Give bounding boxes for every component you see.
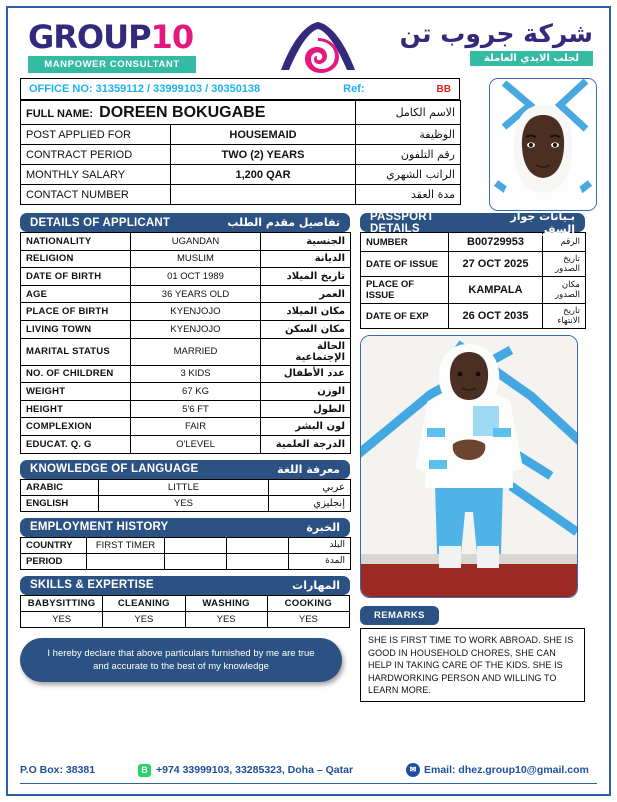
office-number-row xyxy=(20,78,460,100)
skill-header: COOKING xyxy=(267,595,349,611)
section-title-en: KNOWLEDGE OF LANGUAGE xyxy=(30,463,199,476)
row-label: DATE OF EXP xyxy=(361,304,449,329)
row-arabic: تاريخ الميلاد xyxy=(261,268,351,286)
table-row xyxy=(21,435,351,453)
remarks-tag: REMARKS xyxy=(360,606,439,625)
table-row xyxy=(21,553,351,569)
applicant-header-table xyxy=(20,100,461,205)
left-column xyxy=(20,207,350,702)
row-value: UGANDAN xyxy=(131,233,261,251)
skills-table xyxy=(20,595,350,628)
table-row xyxy=(21,383,351,401)
row-arabic: الحالة الإجتماعية xyxy=(261,338,351,365)
section-title-ar: الخبرة xyxy=(306,520,340,534)
row-value: 26 OCT 2035 xyxy=(449,304,543,329)
section-header-language xyxy=(20,460,350,479)
section-header-employment xyxy=(20,518,350,537)
table-row xyxy=(21,233,351,251)
row-arabic: الوزن xyxy=(261,383,351,401)
logo-text-group: GROUP xyxy=(28,18,151,56)
table-row xyxy=(361,277,586,304)
declaration-statement: I hereby declare that above particulars furnished by me are true and accurate to the best of my knowledge xyxy=(20,638,342,682)
applicant-id-photo xyxy=(489,78,597,211)
arabic-company-tagline: لجلب الايدي العاملة xyxy=(470,51,593,66)
row-label: RELIGION xyxy=(21,250,131,268)
footer-contact-row xyxy=(20,763,597,777)
row-arabic: الوظيفة xyxy=(356,125,461,145)
fullname-cell xyxy=(21,101,356,125)
table-row-fullname xyxy=(21,101,461,125)
row-arabic: إنجليزي xyxy=(269,495,351,511)
row-arabic: عدد الأطفال xyxy=(261,365,351,383)
table-row xyxy=(21,165,461,185)
table-row xyxy=(21,495,351,511)
skill-value: YES xyxy=(185,611,267,627)
skill-header: WASHING xyxy=(185,595,267,611)
table-row xyxy=(21,537,351,553)
whatsapp-icon: B xyxy=(138,764,151,777)
ref-value: BB xyxy=(436,83,451,95)
logo-wordmark xyxy=(28,20,208,54)
row-label: LIVING TOWN xyxy=(21,320,131,338)
right-column xyxy=(360,207,585,702)
row-extra xyxy=(227,553,289,569)
table-row xyxy=(21,338,351,365)
row-value: FIRST TIMER xyxy=(87,537,165,553)
row-label: DATE OF ISSUE xyxy=(361,252,449,277)
row-value xyxy=(171,185,356,205)
ref-label: Ref: xyxy=(343,83,365,95)
row-value: LITTLE xyxy=(99,479,269,495)
row-value: KYENJOJO xyxy=(131,303,261,321)
row-arabic: الراتب الشهري xyxy=(356,165,461,185)
row-label: PLACE OF ISSUE xyxy=(361,277,449,304)
fullname-value: DOREEN BOKUGABE xyxy=(99,103,266,121)
logo-text-ten: 10 xyxy=(150,18,194,56)
arabic-company-name-block xyxy=(353,20,593,66)
table-row xyxy=(21,285,351,303)
passport-table xyxy=(360,232,586,329)
row-arabic: الجنسية xyxy=(261,233,351,251)
skill-value: YES xyxy=(103,611,185,627)
row-label: CONTRACT PERIOD xyxy=(21,145,171,165)
row-arabic: المدة xyxy=(289,553,351,569)
row-arabic: الطول xyxy=(261,400,351,418)
row-value: HOUSEMAID xyxy=(171,125,356,145)
row-label: EDUCAT. Q. G xyxy=(21,435,131,453)
footer-phone-text: +974 33999103, 33285323, Doha – Qatar xyxy=(156,764,354,776)
table-row xyxy=(21,595,350,611)
row-label: NUMBER xyxy=(361,233,449,252)
top-info-section xyxy=(20,78,597,205)
row-value: YES xyxy=(99,495,269,511)
row-arabic: مكان الميلاد xyxy=(261,303,351,321)
row-arabic: مكان الصدور xyxy=(543,277,586,304)
row-label: AGE xyxy=(21,285,131,303)
skill-header: BABYSITTING xyxy=(21,595,103,611)
row-arabic: الديانة xyxy=(261,250,351,268)
language-table xyxy=(20,479,351,512)
row-label: ARABIC xyxy=(21,479,99,495)
remarks-text: SHE IS FIRST TIME TO WORK ABROAD. SHE IS GOOD IN HOUSEHOLD CHORES, SHE CAN HELP IN TAKING CARE OF THE KIDS. SHE IS HARDWORKING PERSON AND WILLING TO LEARN MORE. xyxy=(360,628,585,702)
fullname-arabic: الاسم الكامل xyxy=(356,101,461,125)
section-title-ar: معرفة اللغة xyxy=(277,462,340,476)
section-header-passport xyxy=(360,209,585,236)
row-label: HEIGHT xyxy=(21,400,131,418)
logo-tagline-banner: MANPOWER CONSULTANT xyxy=(28,56,196,73)
row-arabic: العمر xyxy=(261,285,351,303)
row-label: MONTHLY SALARY xyxy=(21,165,171,185)
row-label: COUNTRY xyxy=(21,537,87,553)
section-header-details xyxy=(20,213,350,232)
section-header-skills xyxy=(20,576,350,595)
footer-pobox: P.O Box: 38381 xyxy=(20,764,96,776)
row-value: 67 KG xyxy=(131,383,261,401)
row-value: 01 OCT 1989 xyxy=(131,268,261,286)
section-title-ar: بـيانات جواز السفر xyxy=(510,209,575,236)
section-title-en: PASSPORT DETAILS xyxy=(370,210,435,235)
row-value: 27 OCT 2025 xyxy=(449,252,543,277)
row-value: 1,200 QAR xyxy=(171,165,356,185)
page-header xyxy=(20,16,597,78)
row-value: 5'6 FT xyxy=(131,400,261,418)
table-row xyxy=(21,418,351,436)
details-table xyxy=(20,232,351,454)
row-value xyxy=(87,553,165,569)
row-value: MUSLIM xyxy=(131,250,261,268)
arabic-company-title: شركة جروب تن xyxy=(399,19,593,48)
row-label: WEIGHT xyxy=(21,383,131,401)
fullname-label: FULL NAME: xyxy=(26,107,94,120)
row-label: POST APPLIED FOR xyxy=(21,125,171,145)
table-row xyxy=(21,250,351,268)
top-left-tables xyxy=(20,78,460,205)
email-icon: ✉ xyxy=(406,763,420,777)
row-label: NO. OF CHILDREN xyxy=(21,365,131,383)
footer-divider xyxy=(20,783,597,784)
row-label: DATE OF BIRTH xyxy=(21,268,131,286)
table-row xyxy=(21,185,461,205)
row-value: MARRIED xyxy=(131,338,261,365)
row-value: KAMPALA xyxy=(449,277,543,304)
skill-value: YES xyxy=(21,611,103,627)
center-emblem-icon xyxy=(273,18,363,76)
row-arabic: عربي xyxy=(269,479,351,495)
row-extra xyxy=(165,553,227,569)
row-value: TWO (2) YEARS xyxy=(171,145,356,165)
row-value: B00729953 xyxy=(449,233,543,252)
row-value: FAIR xyxy=(131,418,261,436)
row-arabic: تاريخ الانتهاء xyxy=(543,304,586,329)
section-title-en: DETAILS OF APPLICANT xyxy=(30,216,171,229)
table-row xyxy=(21,303,351,321)
footer-email-text[interactable]: Email: dhez.group10@gmail.com xyxy=(424,764,589,776)
row-label: MARITAL STATUS xyxy=(21,338,131,365)
section-title-en: EMPLOYMENT HISTORY xyxy=(30,521,169,534)
footer-phone-block xyxy=(138,764,406,777)
row-arabic: الرقم xyxy=(543,233,586,252)
table-row xyxy=(361,304,586,329)
table-row xyxy=(361,252,586,277)
row-arabic: مدة العقد xyxy=(356,185,461,205)
row-label: NATIONALITY xyxy=(21,233,131,251)
row-label: COMPLEXION xyxy=(21,418,131,436)
table-row xyxy=(21,145,461,165)
row-label: CONTACT NUMBER xyxy=(21,185,171,205)
row-label: ENGLISH xyxy=(21,495,99,511)
application-form-page xyxy=(6,6,611,796)
row-arabic: مكان السكن xyxy=(261,320,351,338)
employment-table xyxy=(20,537,351,570)
row-arabic: تاريخ الصدور xyxy=(543,252,586,277)
footer-email-block[interactable] xyxy=(406,763,589,777)
company-logo xyxy=(28,20,208,73)
page-footer xyxy=(20,763,597,784)
row-arabic: البلد xyxy=(289,537,351,553)
table-row xyxy=(21,125,461,145)
table-row xyxy=(21,320,351,338)
table-row xyxy=(21,365,351,383)
office-number-text: OFFICE NO: 31359112 / 33999103 / 30350138 xyxy=(29,83,261,95)
row-label: PERIOD xyxy=(21,553,87,569)
table-row xyxy=(21,268,351,286)
row-value: KYENJOJO xyxy=(131,320,261,338)
skill-value: YES xyxy=(267,611,349,627)
row-value: 36 YEARS OLD xyxy=(131,285,261,303)
row-label: PLACE OF BIRTH xyxy=(21,303,131,321)
row-value: 3 KIDS xyxy=(131,365,261,383)
row-value: O'LEVEL xyxy=(131,435,261,453)
table-row xyxy=(21,400,351,418)
applicant-full-photo xyxy=(360,335,578,598)
main-columns xyxy=(20,207,597,702)
row-arabic: رقم التلفون xyxy=(356,145,461,165)
section-title-en: SKILLS & EXPERTISE xyxy=(30,579,154,592)
row-arabic: لون البشر xyxy=(261,418,351,436)
table-row xyxy=(21,479,351,495)
row-extra xyxy=(165,537,227,553)
section-title-ar: المهارات xyxy=(292,578,340,592)
row-arabic: الدرجة العلمية xyxy=(261,435,351,453)
skill-header: CLEANING xyxy=(103,595,185,611)
section-title-ar: تفاصيل مقدم الطلب xyxy=(227,216,340,229)
row-extra xyxy=(227,537,289,553)
table-row xyxy=(21,611,350,627)
